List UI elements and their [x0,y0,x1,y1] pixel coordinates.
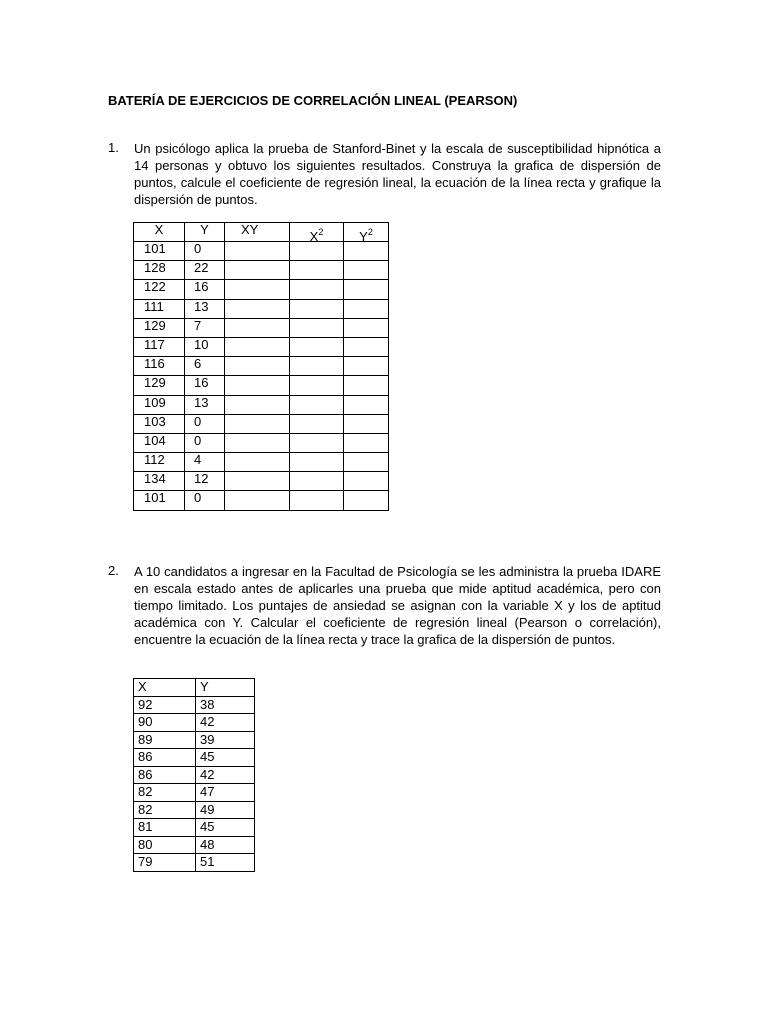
cell-x: 104 [134,433,185,452]
cell-y: 22 [185,261,225,280]
cell-y: 0 [185,433,225,452]
header-y: Y [185,223,225,242]
cell-y: 51 [196,854,255,872]
cell-x: 112 [134,453,185,472]
cell-x: 122 [134,280,185,299]
table-row [134,376,389,395]
cell-x: 128 [134,261,185,280]
cell-y-squared [344,453,389,472]
table-row [134,696,255,714]
cell-xy [225,261,290,280]
cell-y-squared [344,433,389,452]
table-row [134,766,255,784]
cell-x-squared [290,414,344,433]
table-row [134,491,389,510]
cell-y: 16 [185,280,225,299]
cell-x-squared [290,261,344,280]
cell-x: 101 [134,491,185,510]
cell-xy [225,414,290,433]
cell-y-squared [344,318,389,337]
cell-xy [225,395,290,414]
document-title: BATERÍA DE EJERCICIOS DE CORRELACIÓN LINEAL (PEARSON) [108,93,518,108]
cell-y: 0 [185,491,225,510]
cell-y: 42 [196,766,255,784]
table-row [134,731,255,749]
table-row [134,453,389,472]
cell-x: 79 [134,854,196,872]
cell-y: 16 [185,376,225,395]
cell-y-squared [344,491,389,510]
cell-x: 116 [134,357,185,376]
exercise-2-number: 2. [108,563,119,578]
cell-y: 12 [185,472,225,491]
cell-y: 45 [196,749,255,767]
table-row [134,299,389,318]
exercise-2-text: A 10 candidatos a ingresar en la Facultad de Psicología se les administra la prueba IDARE en escala estado antes de aplicarles una prueba que mide aptitud académica, pero con tiempo limitado. Los puntajes de ansiedad se asignan con la variable X y los de aptitud académica con Y. Calcular el coeficiente de regresión lineal (Pearson o correlación), encuentre la ecuación de la línea recta y trace la grafica de la dispersión de puntos. [134,564,661,647]
cell-y: 45 [196,819,255,837]
table-row [134,261,389,280]
cell-x-squared [290,433,344,452]
cell-x: 109 [134,395,185,414]
table-row [134,749,255,767]
table-row [134,472,389,491]
table-row [134,819,255,837]
cell-x: 89 [134,731,196,749]
cell-y-squared [344,299,389,318]
cell-y: 39 [196,731,255,749]
cell-x-squared [290,299,344,318]
exercise-2 [108,563,661,648]
cell-x-squared [290,318,344,337]
cell-y-squared [344,261,389,280]
cell-y: 47 [196,784,255,802]
cell-x-squared [290,357,344,376]
table-row [134,784,255,802]
cell-x: 103 [134,414,185,433]
exercise-2-table [133,678,255,872]
cell-y-squared [344,395,389,414]
cell-x: 111 [134,299,185,318]
cell-x: 86 [134,766,196,784]
exercise-1-table [133,222,389,511]
cell-y-squared [344,242,389,261]
header-x: X [134,223,185,242]
exercise-1-number: 1. [108,140,119,155]
exercise-1-table-header [134,223,389,242]
cell-y: 0 [185,242,225,261]
cell-xy [225,453,290,472]
exercise-1-text: Un psicólogo aplica la prueba de Stanford-Binet y la escala de susceptibilidad hipnótica a 14 personas y obtuvo los siguientes resultados. Construya la grafica de dispersión de puntos, calcule el coeficiente de regresión lineal, la ecuación de la línea recta y grafique la dispersión de puntos. [134,141,661,207]
cell-x-squared [290,376,344,395]
header-x: X [134,679,196,697]
cell-x-squared [290,337,344,356]
table-row [134,357,389,376]
cell-x-squared [290,491,344,510]
table-row [134,242,389,261]
cell-xy [225,433,290,452]
cell-x: 92 [134,696,196,714]
cell-x: 86 [134,749,196,767]
cell-y: 13 [185,299,225,318]
cell-y: 42 [196,714,255,732]
table-row [134,318,389,337]
cell-y: 13 [185,395,225,414]
cell-xy [225,491,290,510]
cell-x-squared [290,453,344,472]
cell-xy [225,337,290,356]
cell-x: 129 [134,376,185,395]
cell-xy [225,472,290,491]
cell-y-squared [344,357,389,376]
table-row [134,280,389,299]
cell-xy [225,376,290,395]
cell-xy [225,280,290,299]
cell-y: 49 [196,801,255,819]
cell-y: 4 [185,453,225,472]
cell-xy [225,242,290,261]
cell-y-squared [344,280,389,299]
table-row [134,395,389,414]
cell-x: 81 [134,819,196,837]
cell-y: 48 [196,836,255,854]
table-row [134,337,389,356]
cell-x-squared [290,242,344,261]
cell-x: 80 [134,836,196,854]
cell-y: 7 [185,318,225,337]
header-x-squared: $X^2$ [290,223,344,242]
cell-x-squared [290,280,344,299]
exercise-2-table-header [134,679,255,697]
cell-y-squared [344,337,389,356]
cell-xy [225,299,290,318]
cell-y: 0 [185,414,225,433]
cell-y: 6 [185,357,225,376]
cell-x: 101 [134,242,185,261]
cell-x: 117 [134,337,185,356]
table-row [134,414,389,433]
cell-x: 82 [134,801,196,819]
exercise-1 [108,140,661,208]
cell-x-squared [290,395,344,414]
cell-xy [225,318,290,337]
table-row [134,433,389,452]
table-row [134,836,255,854]
cell-x: 134 [134,472,185,491]
cell-y: 10 [185,337,225,356]
table-row [134,854,255,872]
header-y-squared: $Y^2$ [344,223,389,242]
cell-x-squared [290,472,344,491]
header-xy: XY [225,223,290,242]
cell-xy [225,357,290,376]
table-row [134,801,255,819]
cell-y: 38 [196,696,255,714]
cell-y-squared [344,414,389,433]
cell-x: 129 [134,318,185,337]
header-y: Y [196,679,255,697]
table-row [134,714,255,732]
cell-x: 90 [134,714,196,732]
cell-y-squared [344,376,389,395]
cell-y-squared [344,472,389,491]
cell-x: 82 [134,784,196,802]
